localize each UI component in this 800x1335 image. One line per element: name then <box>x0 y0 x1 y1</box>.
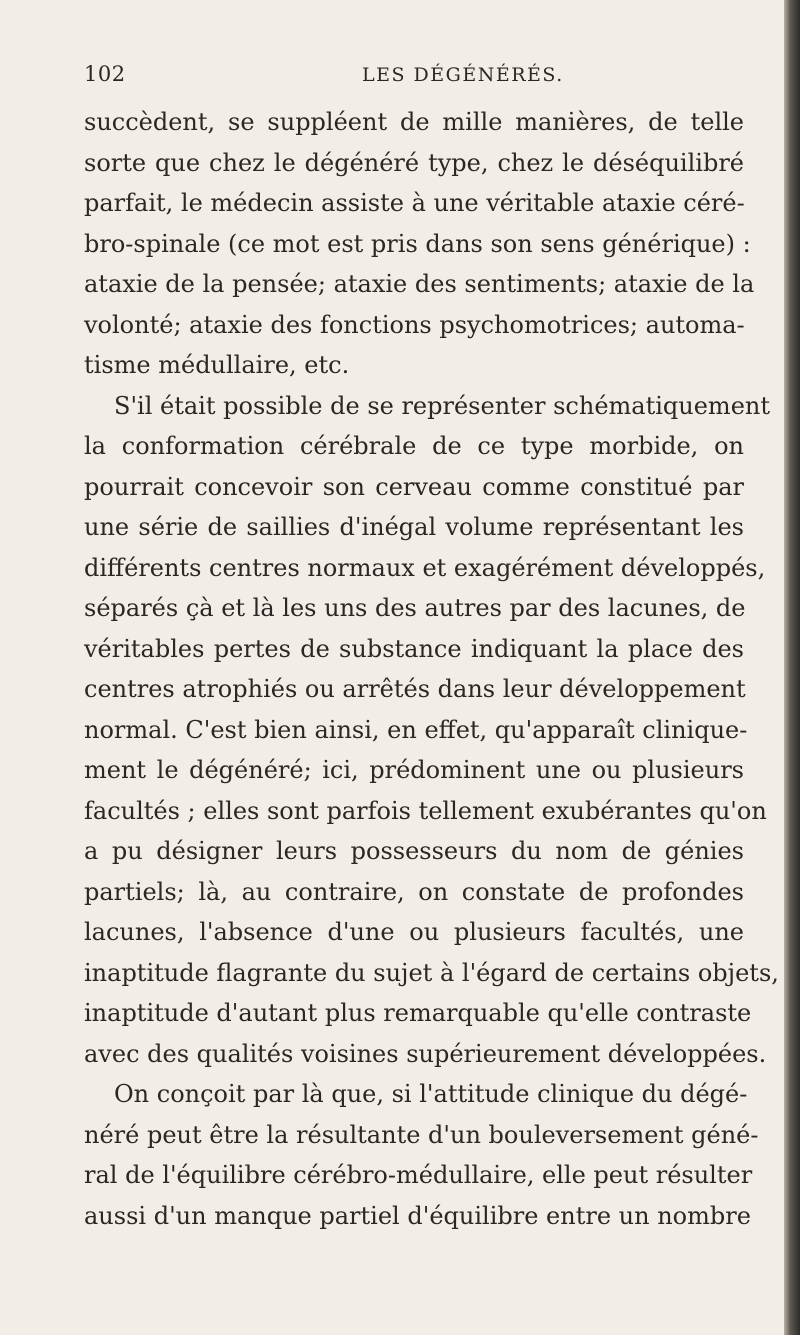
text-line: pourrait concevoir son cerveau comme constitué par <box>84 472 744 501</box>
text-line: lacunes, l'absence d'une ou plusieurs facultés, une <box>84 918 744 946</box>
text-line: différents centres normaux et exagérément développés, <box>84 553 766 582</box>
text-line: séparés çà et là les uns des autres par des lacunes, de <box>84 594 746 622</box>
text-line: néré peut être la résultante d'un bouleversement géné- <box>84 1120 759 1149</box>
text-line: facultés ; elles sont parfois tellement exubérantes qu'on <box>84 796 767 825</box>
text-line: ataxie de la pensée; ataxie des sentiments; ataxie de la <box>84 270 755 298</box>
body-text <box>84 102 779 1236</box>
text-line: aussi d'un manque partiel d'équilibre entre un nombre <box>84 1201 751 1230</box>
text-line: une série de saillies d'inégal volume représentant les <box>84 513 744 541</box>
text-line: On conçoit par là que, si l'attitude clinique du dégé- <box>114 1080 748 1108</box>
text-line: parfait, le médecin assiste à une véritable ataxie céré- <box>84 189 745 217</box>
text-line: partiels; là, au contraire, on constate de profondes <box>84 877 744 906</box>
running-title: LES DÉGÉNÉRÉS. <box>362 64 564 86</box>
text-line: la conformation cérébrale de ce type morbide, on <box>84 432 744 460</box>
page-header <box>0 62 800 92</box>
text-line: ral de l'équilibre cérébro-médullaire, elle peut résulter <box>84 1161 753 1189</box>
text-line: véritables pertes de substance indiquant la place des <box>84 634 744 663</box>
text-line: inaptitude d'autant plus remarquable qu'elle contraste <box>84 999 752 1027</box>
text-line: bro-spinale (ce mot est pris dans son sens générique) : <box>84 229 751 258</box>
page-number: 102 <box>84 62 126 86</box>
text-line: a pu désigner leurs possesseurs du nom de génies <box>84 837 744 865</box>
text-line: volonté; ataxie des fonctions psychomotrices; automa- <box>84 310 745 339</box>
text-line: inaptitude flagrante du sujet à l'égard de certains objets, <box>84 958 779 987</box>
text-line: sorte que chez le dégénéré type, chez le déséquilibré <box>84 148 744 177</box>
text-line: S'il était possible de se représenter schématiquement <box>114 391 770 420</box>
text-line: avec des qualités voisines supérieurement développées. <box>84 1039 767 1068</box>
text-line: normal. C'est bien ainsi, en effet, qu'apparaît clinique- <box>84 715 748 744</box>
text-line: tisme médullaire, etc. <box>84 351 350 379</box>
text-line: centres atrophiés ou arrêtés dans leur développement <box>84 675 746 703</box>
text-line: succèdent, se suppléent de mille manières, de telle <box>84 108 744 136</box>
text-line: ment le dégénéré; ici, prédominent une ou plusieurs <box>84 756 744 784</box>
page-edge-shadow <box>784 0 800 1335</box>
